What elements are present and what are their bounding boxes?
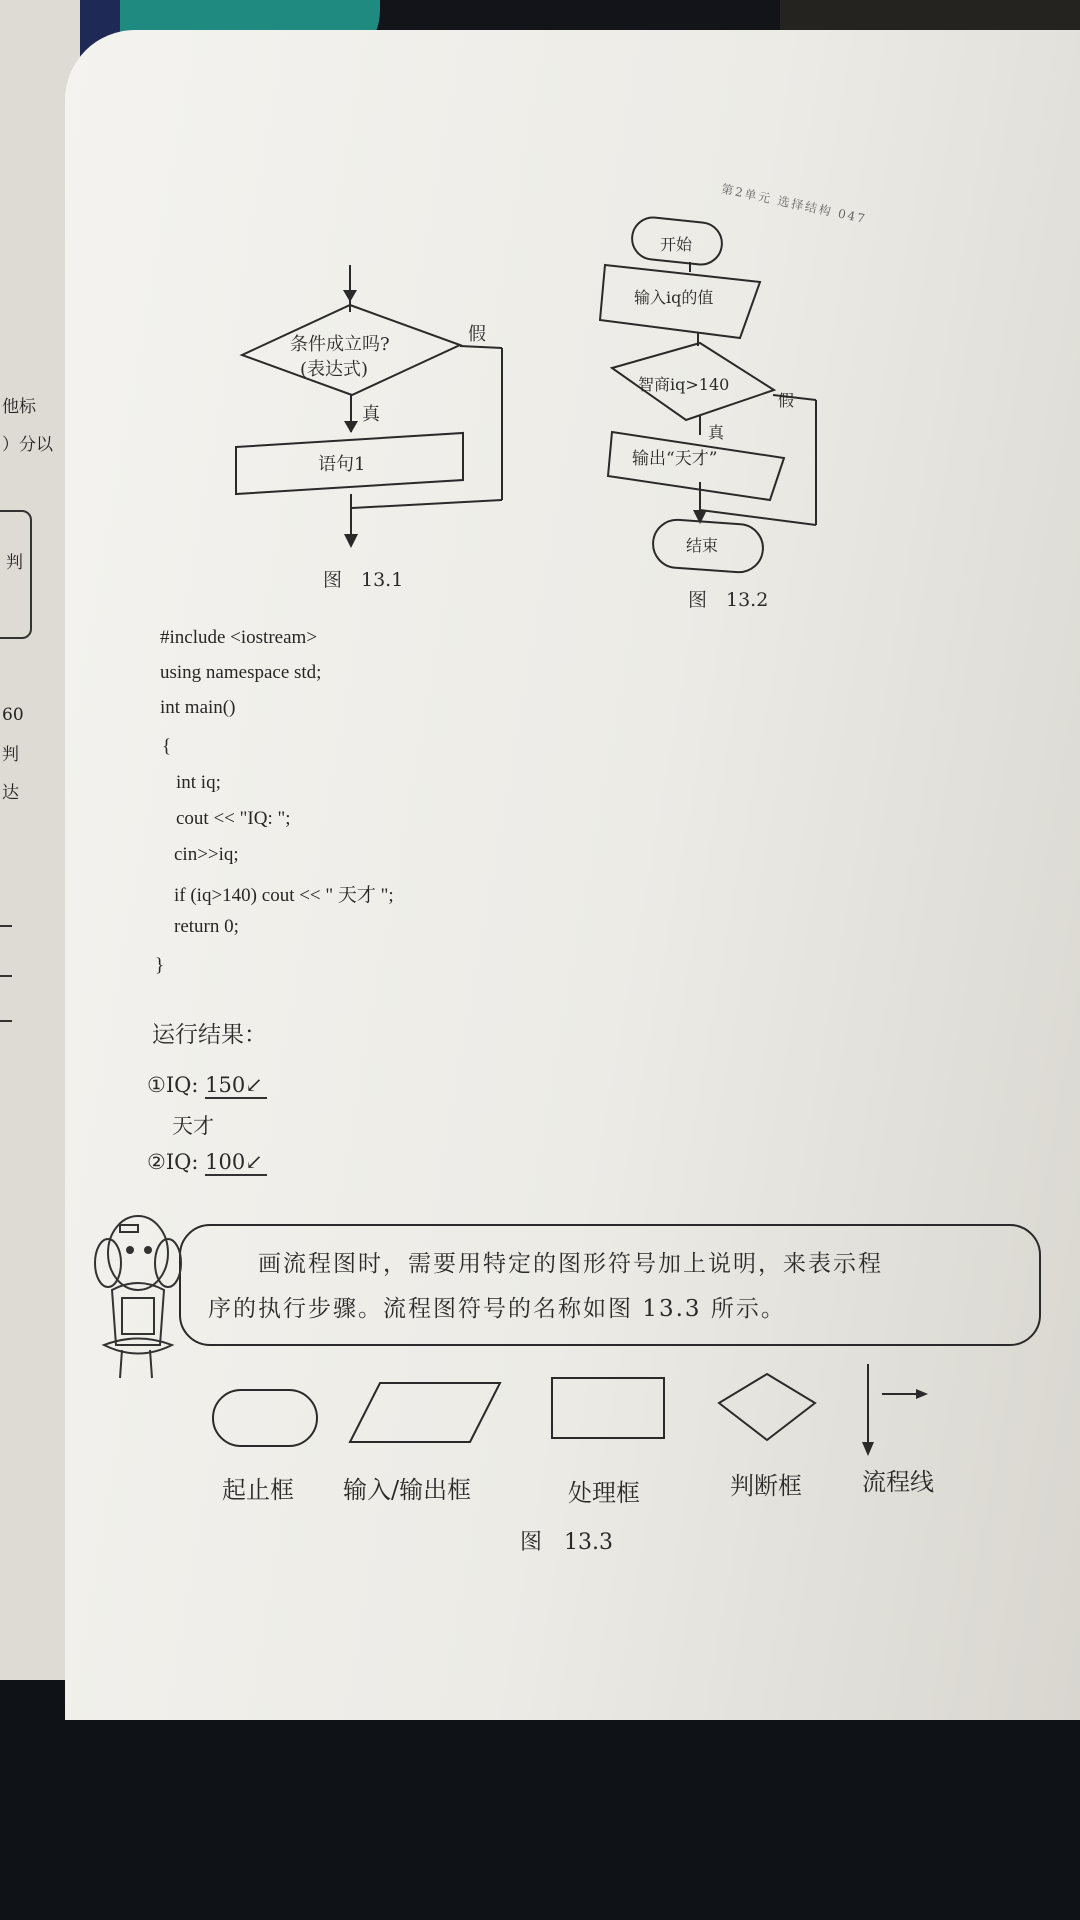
fig2-end: 结束 xyxy=(686,536,719,555)
fig3-caption: 图 13.3 xyxy=(520,1530,613,1555)
note-line-1: 画流程图时，需要用特定的图形符号加上说明，来表示程 xyxy=(258,1251,883,1277)
left-page-text-5: 判 xyxy=(2,745,19,765)
running-header: 第2单元 选择结构 047 xyxy=(720,181,868,227)
symbol-process-label: 处理框 xyxy=(568,1479,640,1507)
result-1-input xyxy=(205,1073,267,1099)
fig1-decision-line2: (表达式) xyxy=(300,359,369,380)
symbol-terminal-label: 起止框 xyxy=(222,1476,294,1504)
symbol-flowline-label: 流程线 xyxy=(862,1468,934,1496)
enter-mark: ↙ xyxy=(245,1073,263,1097)
result-2-value: 100 xyxy=(205,1150,246,1174)
code-line: } xyxy=(155,955,165,976)
code-line: if (iq>140) cout << " 天才 "; xyxy=(174,885,394,906)
fig1-true-label: 真 xyxy=(362,404,380,425)
fig2-start: 开始 xyxy=(660,235,693,254)
note-line-2: 序的执行步骤。流程图符号的名称如图 13.3 所示。 xyxy=(208,1296,786,1322)
code-line: { xyxy=(162,736,172,757)
code-line: using namespace std; xyxy=(160,662,322,683)
left-page-text-6: 达 xyxy=(2,783,19,803)
result-1-value: 150 xyxy=(205,1073,246,1097)
fig1-false-label: 假 xyxy=(468,324,486,345)
fig2-caption: 图 13.2 xyxy=(688,589,769,611)
fig2-input: 输入iq的值 xyxy=(634,288,714,307)
left-page-text-2: ）分以 xyxy=(2,435,53,455)
enter-mark: ↙ xyxy=(245,1150,263,1174)
left-page-text-1: 他标 xyxy=(2,397,36,417)
code-line: return 0; xyxy=(174,916,239,937)
symbol-io-label: 输入/输出框 xyxy=(343,1476,472,1504)
result-1-output: 天才 xyxy=(172,1114,214,1138)
results-title: 运行结果： xyxy=(152,1022,267,1048)
fig2-false-label: 假 xyxy=(778,391,795,410)
left-page-text-4: 60 xyxy=(2,705,24,725)
code-line: int main() xyxy=(160,697,236,718)
figure-13-3-shapes xyxy=(213,1364,928,1456)
fig2-output: 输出“天才” xyxy=(632,449,718,469)
result-1-label: ①IQ: xyxy=(147,1073,199,1097)
symbol-decision-label: 判断框 xyxy=(730,1472,802,1500)
fig1-statement: 语句1 xyxy=(318,454,366,475)
result-1 xyxy=(147,1073,267,1099)
code-line: #include <iostream> xyxy=(160,627,318,648)
fig1-caption: 图 13.1 xyxy=(323,569,404,591)
cartoon-character xyxy=(95,1216,181,1378)
fig2-true-label: 真 xyxy=(708,423,725,442)
result-2-label: ②IQ: xyxy=(147,1150,199,1174)
fig2-decision: 智商iq>140 xyxy=(638,375,730,394)
code-line: int iq; xyxy=(176,772,221,793)
note-bubble xyxy=(180,1225,1040,1345)
result-2-input xyxy=(205,1150,267,1176)
code-line: cout << "IQ: "; xyxy=(176,808,291,829)
fig1-decision-line1: 条件成立吗? xyxy=(290,334,390,355)
left-page-text-3: 判 xyxy=(6,553,23,573)
code-line: cin>>iq; xyxy=(174,844,239,865)
result-2 xyxy=(147,1150,267,1176)
